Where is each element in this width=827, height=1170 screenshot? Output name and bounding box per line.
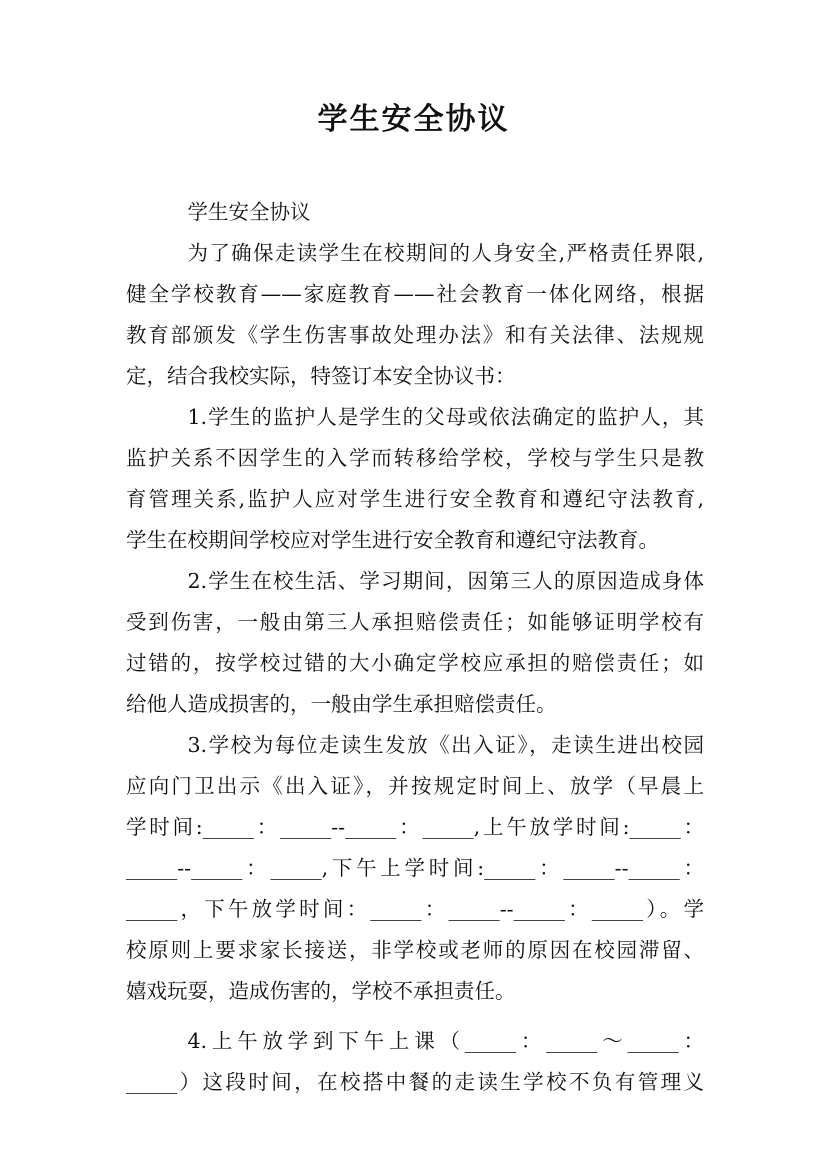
text-line: 健全学校教育——家庭教育——社会教育一体化网络，根据 bbox=[126, 282, 704, 306]
text-line: 1.学生的监护人是学生的父母或依法确定的监护人，其 bbox=[187, 405, 704, 429]
text-line: 给他人造成损害的，一般由学生承担赔偿责任。 bbox=[126, 692, 557, 716]
document-title: 学生安全协议 bbox=[317, 102, 510, 137]
text-line: 受到伤害，一般由第三人承担赔偿责任；如能够证明学校有 bbox=[126, 610, 704, 634]
text-line: 2.学生在校生活、学习期间，因第三人的原因造成身体 bbox=[187, 569, 704, 593]
text-line: 应向门卫出示《出入证》，并按规定时间上、放学（早晨上 bbox=[126, 774, 704, 798]
text-line: 学生在校期间学校应对学生进行安全教育和遵纪守法教育。 bbox=[126, 528, 659, 552]
text-line: _____）这段时间，在校搭中餐的走读生学校不负有管理义 bbox=[126, 1070, 704, 1094]
text-line: 定，结合我校实际，特签订本安全协议书： bbox=[126, 364, 516, 388]
text-line: 育管理关系,监护人应对学生进行安全教育和遵纪守法教育, bbox=[126, 487, 704, 511]
text-line: 4.上午放学到下午上课（_____：_____～_____： bbox=[187, 1029, 704, 1053]
document-body bbox=[126, 192, 704, 1103]
text-line: _____，下午放学时间：_____：_____--_____：_____）。学 bbox=[126, 897, 704, 921]
text-line: 教育部颁发《学生伤害事故处理办法》和有关法律、法规规 bbox=[126, 323, 704, 347]
text-line: 监护关系不因学生的入学而转移给学校，学校与学生只是教 bbox=[126, 446, 704, 470]
text-line: 学生安全协议 bbox=[187, 200, 311, 224]
text-line: _____--_____：_____,下午上学时间:_____：_____--_____： bbox=[126, 856, 704, 880]
text-line: 学时间:_____：_____--_____：_____,上午放学时间:_____： bbox=[126, 815, 704, 839]
text-line: 过错的，按学校过错的大小确定学校应承担的赔偿责任；如 bbox=[126, 651, 704, 675]
text-line: 为了确保走读学生在校期间的人身安全,严格责任界限, bbox=[187, 241, 704, 265]
paragraph-gap bbox=[126, 1012, 704, 1021]
text-line: 校原则上要求家长接送，非学校或老师的原因在校园滞留、 bbox=[126, 938, 704, 962]
text-line: 3.学校为每位走读生发放《出入证》，走读生进出校园 bbox=[187, 733, 704, 757]
text-line: 嬉戏玩耍，造成伤害的，学校不承担责任。 bbox=[126, 979, 516, 1003]
